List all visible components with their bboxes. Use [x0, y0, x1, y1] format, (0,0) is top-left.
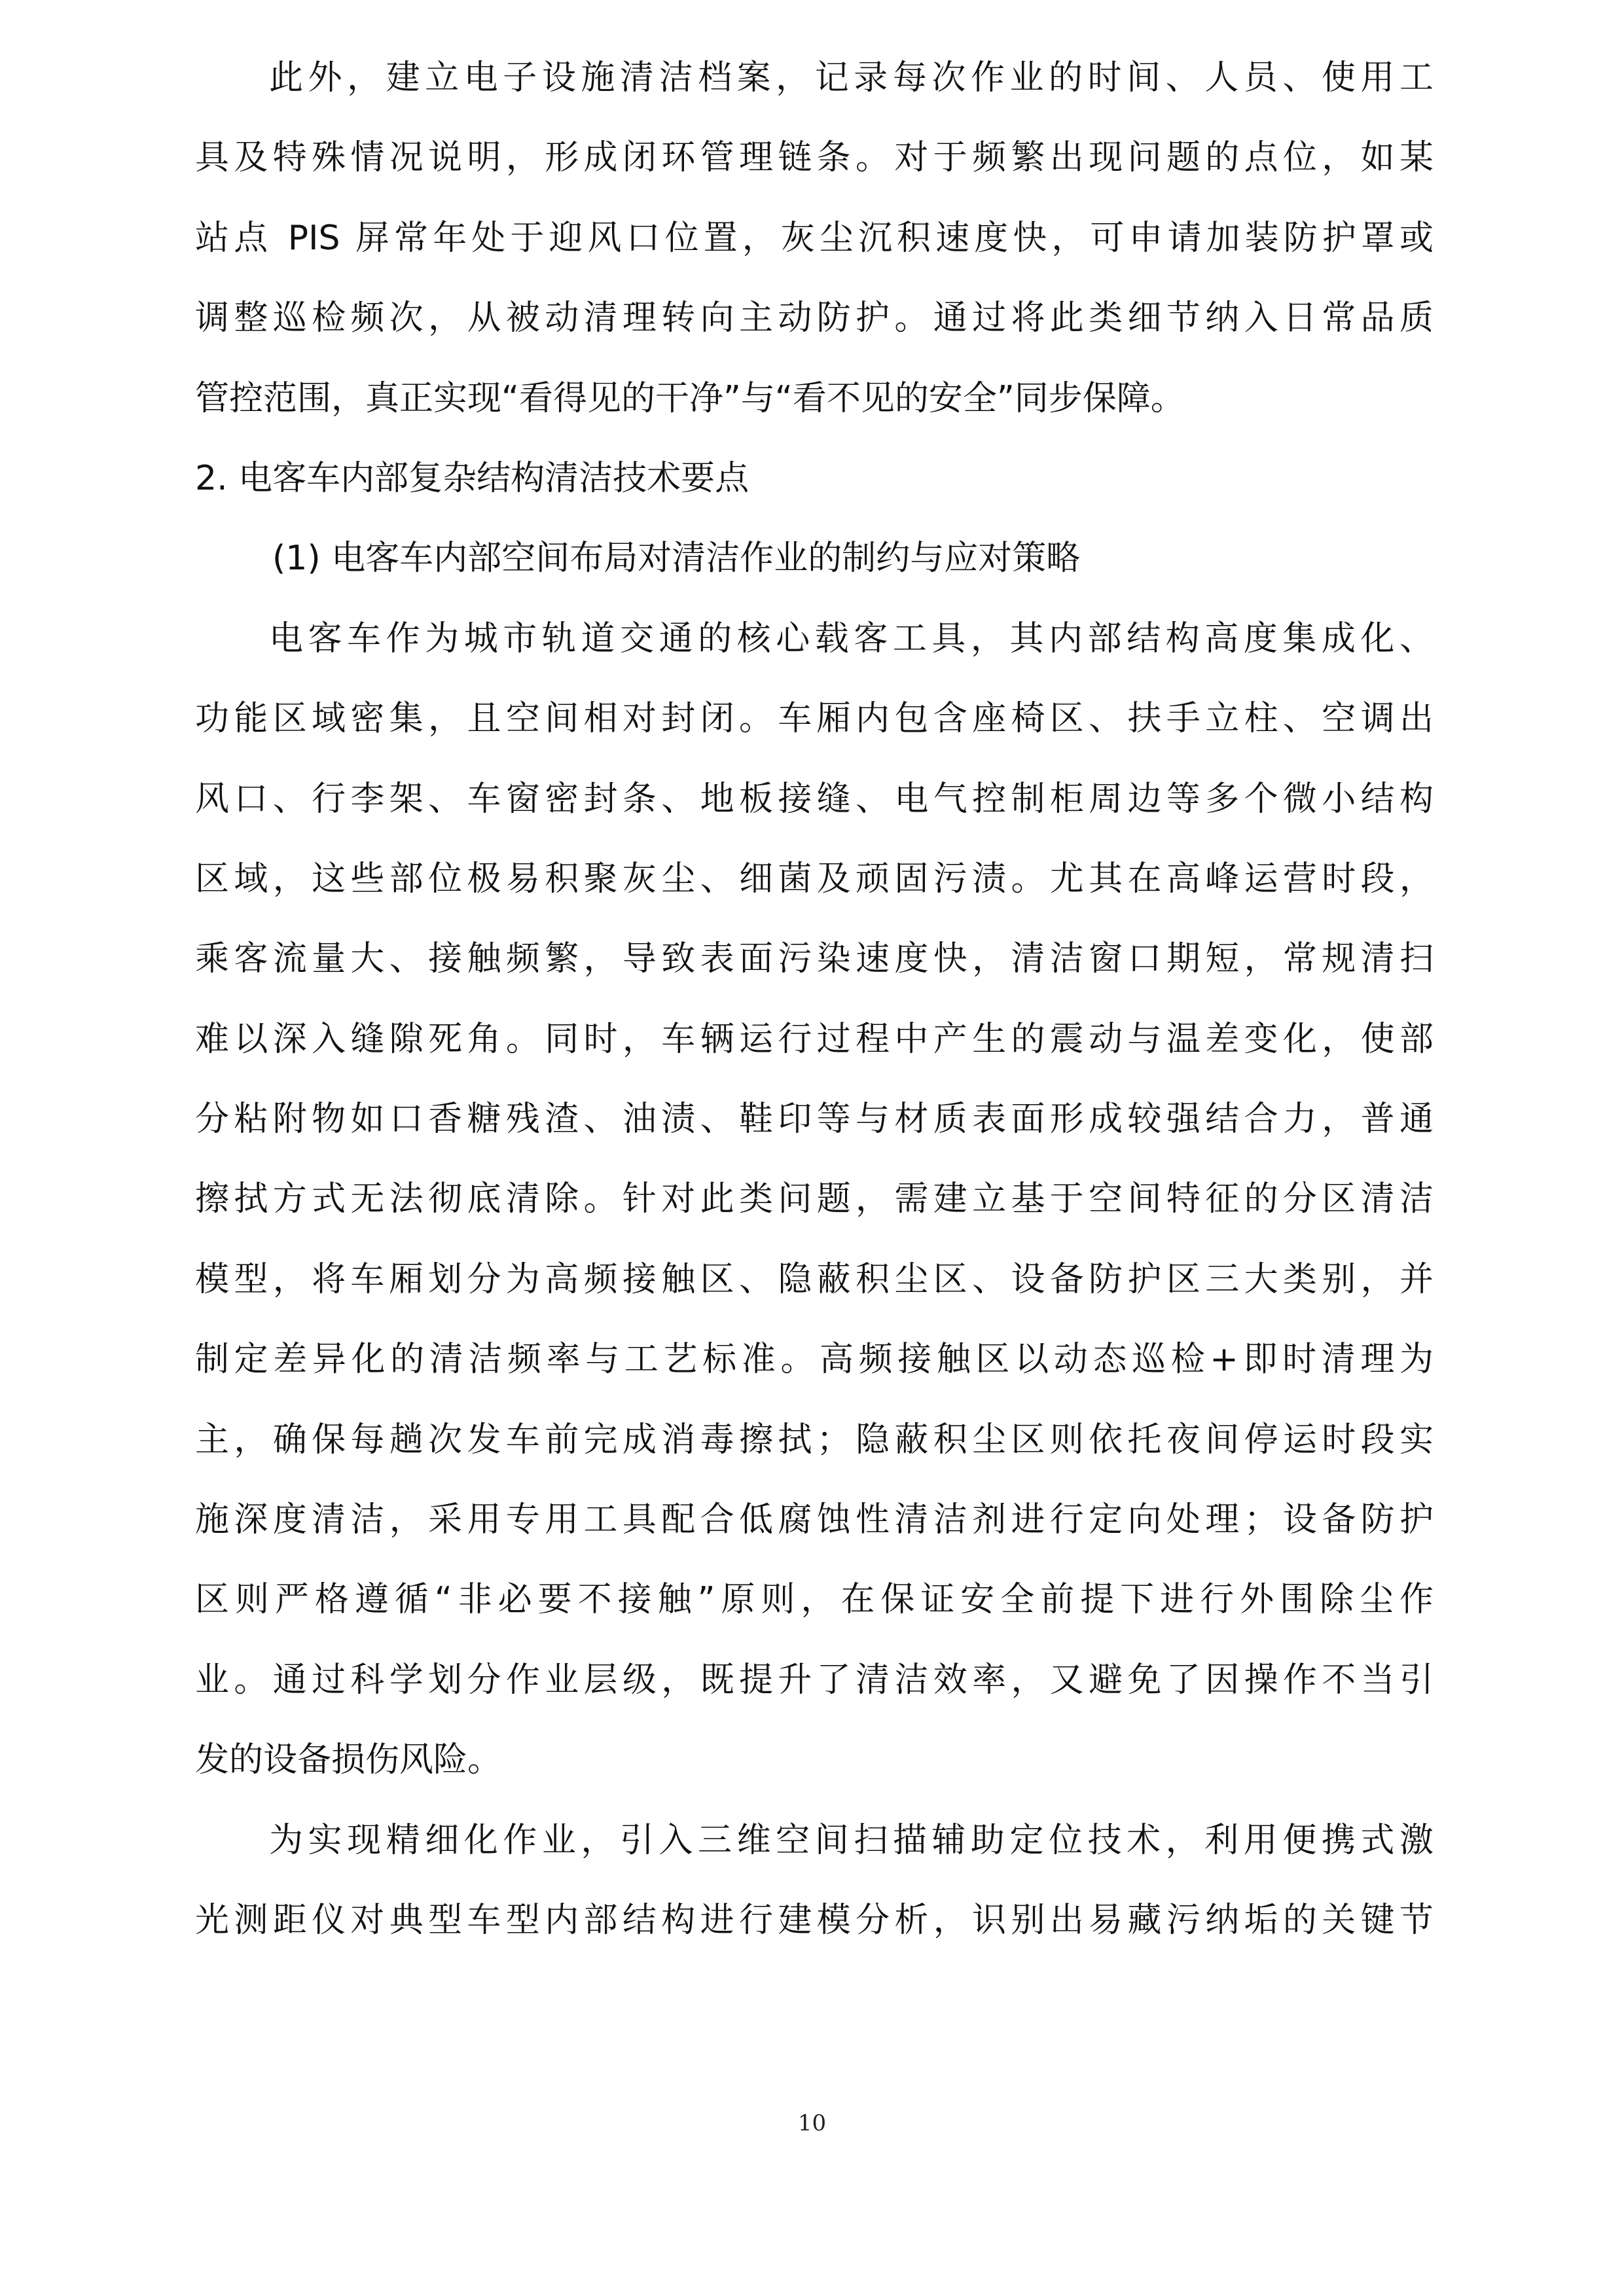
paragraph-layout-constraints — [195, 599, 1434, 1801]
text-line: 电客车作为城市轨道交通的核心载客工具，其内部结构高度集成化、 — [269, 619, 1434, 658]
text-line: 为实现精细化作业，引入三维空间扫描辅助定位技术，利用便携式激 — [269, 1820, 1434, 1860]
text-line: 擦拭方式无法彻底清除。针对此类问题，需建立基于空间特征的分区清洁 — [195, 1179, 1434, 1219]
text-line: 主，确保每趟次发车前完成消毒擦拭；隐蔽积尘区则依托夜间停运时段实 — [195, 1420, 1434, 1460]
text-line: 制定差异化的清洁频率与工艺标准。高频接触区以动态巡检+即时清理为 — [195, 1340, 1434, 1380]
paragraph-3d-scanning — [195, 1801, 1434, 1961]
text-line: 区域，这些部位极易积聚灰尘、细菌及顽固污渍。尤其在高峰运营时段， — [195, 859, 1434, 899]
subsection-heading: (1) 电客车内部空间布局对清洁作业的制约与应对策略 — [272, 539, 1081, 579]
text-line: 区则严格遵循“非必要不接触”原则，在保证安全前提下进行外围除尘作 — [195, 1580, 1434, 1620]
paragraph-archive — [195, 38, 1434, 439]
page-number: 10 — [797, 2110, 827, 2136]
text-line: 乘客流量大、接触频繁，导致表面污染速度快，清洁窗口期短，常规清扫 — [195, 939, 1434, 979]
text-line: 管控范围，真正实现“看得见的干净”与“看不见的安全”同步保障。 — [195, 378, 1185, 418]
page-body — [195, 38, 1434, 1960]
text-line: 难以深入缝隙死角。同时，车辆运行过程中产生的震动与温差变化，使部 — [195, 1019, 1434, 1059]
text-line: 功能区域密集，且空间相对封闭。车厢内包含座椅区、扶手立柱、空调出 — [195, 699, 1434, 739]
text-line: 模型，将车厢划分为高频接触区、隐蔽积尘区、设备防护区三大类别，并 — [195, 1259, 1434, 1299]
text-line: 风口、行李架、车窗密封条、地板接缝、电气控制柜周边等多个微小结构 — [195, 779, 1434, 819]
text-line: 此外，建立电子设施清洁档案，记录每次作业的时间、人员、使用工 — [269, 58, 1434, 98]
text-line: 站点 PIS 屏常年处于迎风口位置，灰尘沉积速度快，可申请加装防护罩或 — [195, 218, 1434, 258]
text-line: 发的设备损伤风险。 — [195, 1740, 502, 1780]
text-line: 施深度清洁，采用专用工具配合低腐蚀性清洁剂进行定向处理；设备防护 — [195, 1500, 1434, 1540]
text-line: 调整巡检频次，从被动清理转向主动防护。通过将此类细节纳入日常品质 — [195, 298, 1434, 338]
section-heading: 2. 电客车内部复杂结构清洁技术要点 — [195, 458, 749, 498]
text-line: 光测距仪对典型车型内部结构进行建模分析，识别出易藏污纳垢的关键节 — [195, 1900, 1434, 1940]
text-line: 具及特殊情况说明，形成闭环管理链条。对于频繁出现问题的点位，如某 — [195, 138, 1434, 178]
text-line: 业。通过科学划分作业层级，既提升了清洁效率，又避免了因操作不当引 — [195, 1660, 1434, 1700]
text-line: 分粘附物如口香糖残渣、油渍、鞋印等与材质表面形成较强结合力，普通 — [195, 1100, 1434, 1139]
